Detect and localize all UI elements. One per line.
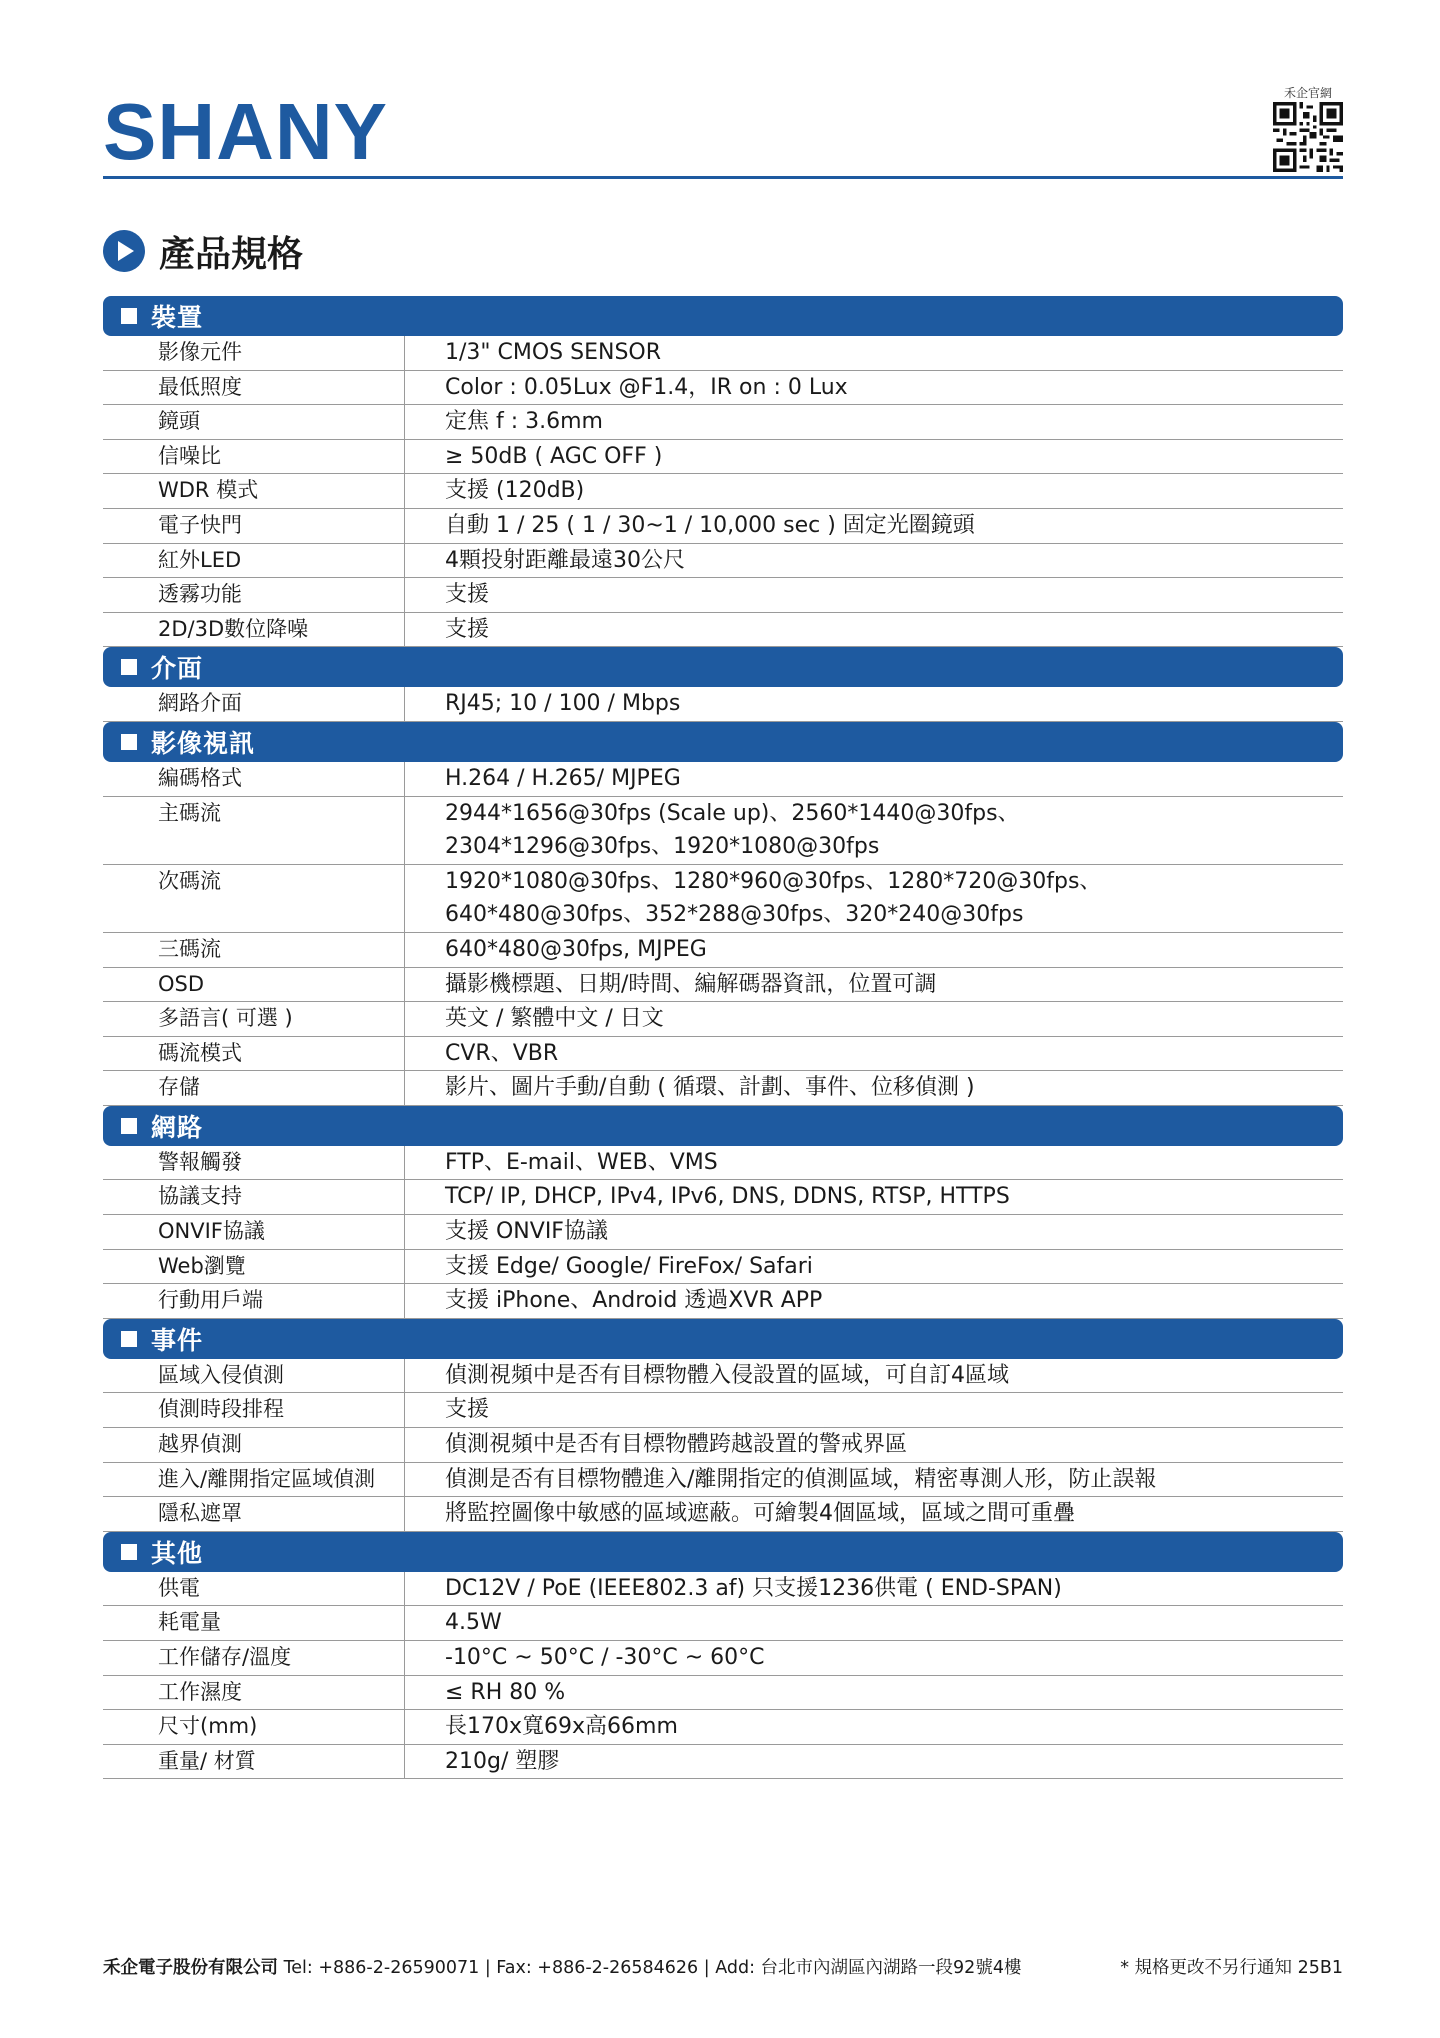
spec-row	[103, 1497, 1343, 1532]
spec-value-line: 支援 (120dB)	[445, 478, 585, 504]
spec-value	[405, 1745, 559, 1779]
section-title: 其他	[151, 1538, 204, 1568]
spec-label: WDR 模式	[103, 474, 405, 508]
spec-value-line: 定焦 f : 3.6mm	[445, 409, 603, 435]
spec-value	[405, 1359, 1009, 1393]
spec-row	[103, 1745, 1343, 1780]
spec-value	[405, 1037, 558, 1071]
spec-value-line: 影片、圖片手動/自動 ( 循環、計劃、事件、位移偵測 )	[445, 1075, 975, 1101]
spec-value	[405, 544, 685, 578]
spec-value-line: 偵測視頻中是否有目標物體入侵設置的區域，可自訂4區域	[445, 1362, 1009, 1388]
square-bullet-icon	[121, 1331, 137, 1347]
square-bullet-icon	[121, 734, 137, 750]
spec-value-line: 將監控圖像中敏感的區域遮蔽。可繪製4個區域，區域之間可重疊	[445, 1501, 1075, 1527]
spec-row	[103, 933, 1343, 968]
spec-row	[103, 509, 1343, 544]
spec-label: 工作濕度	[103, 1676, 405, 1710]
section-header	[103, 1106, 1343, 1146]
spec-row	[103, 336, 1343, 371]
spec-value	[405, 1215, 608, 1249]
spec-value	[405, 578, 489, 612]
spec-label: 次碼流	[103, 865, 405, 932]
spec-row	[103, 440, 1343, 475]
footer-contact-details: Tel: +886-2-26590071 | Fax: +886-2-26584626 | Add: 台北市內湖區內湖路一段92號4樓	[278, 1958, 1022, 1978]
spec-label: 工作儲存/溫度	[103, 1641, 405, 1675]
spec-label: 進入/離開指定區域偵測	[103, 1463, 405, 1497]
spec-row	[103, 762, 1343, 797]
square-bullet-icon	[121, 1118, 137, 1134]
spec-value	[405, 933, 707, 967]
spec-value-line: 支援 ONVIF協議	[445, 1219, 608, 1245]
footer-contact	[103, 1954, 1021, 1979]
spec-value	[405, 968, 936, 1002]
section-title: 網路	[151, 1112, 204, 1142]
spec-row	[103, 578, 1343, 613]
spec-value-line: 攝影機標題、日期/時間、編解碼器資訊，位置可調	[445, 971, 937, 997]
spec-row	[103, 405, 1343, 440]
spec-value-line: ≥ 50dB ( AGC OFF )	[445, 443, 663, 469]
spec-value-line: H.264 / H.265/ MJPEG	[445, 765, 681, 791]
spec-value	[405, 865, 1101, 932]
spec-value-line: FTP、E-mail、WEB、VMS	[445, 1149, 718, 1175]
play-circle-icon	[103, 230, 145, 272]
square-bullet-icon	[121, 1544, 137, 1560]
spec-row	[103, 1572, 1343, 1607]
square-bullet-icon	[121, 659, 137, 675]
spec-value	[405, 336, 661, 370]
spec-label: ONVIF協議	[103, 1215, 405, 1249]
section-header	[103, 1319, 1343, 1359]
spec-row	[103, 865, 1343, 933]
spec-value	[405, 1710, 678, 1744]
spec-value-line: TCP/ IP, DHCP, IPv4, IPv6, DNS, DDNS, RTSP, HTTPS	[445, 1184, 1010, 1210]
spec-value	[405, 613, 489, 647]
qr-caption: 禾企官網	[1283, 86, 1332, 100]
spec-value-line: 偵測視頻中是否有目標物體跨越設置的警戒界區	[445, 1432, 908, 1458]
spec-row	[103, 797, 1343, 865]
spec-row	[103, 1037, 1343, 1072]
spec-label: 警報觸發	[103, 1146, 405, 1180]
footer	[103, 1954, 1343, 1979]
spec-value	[405, 1250, 813, 1284]
spec-value	[405, 1071, 975, 1105]
spec-row	[103, 1641, 1343, 1676]
spec-value-line: CVR、VBR	[445, 1040, 559, 1066]
spec-value	[405, 762, 681, 796]
spec-value-line: 2304*1296@30fps、1920*1080@30fps	[445, 834, 880, 860]
section-header	[103, 1532, 1343, 1572]
spec-value	[405, 1676, 565, 1710]
footer-note: * 規格更改不另行通知 25B1	[1120, 1958, 1343, 1978]
spec-value-line: 2944*1656@30fps (Scale up)、2560*1440@30fps、	[445, 800, 1020, 826]
spec-label: 編碼格式	[103, 762, 405, 796]
spec-value-line: RJ45; 10 / 100 / Mbps	[445, 691, 681, 717]
spec-value	[405, 405, 603, 439]
spec-row	[103, 1710, 1343, 1745]
spec-label: 尺寸(mm)	[103, 1710, 405, 1744]
spec-label: 供電	[103, 1572, 405, 1606]
spec-value-line: 1920*1080@30fps、1280*960@30fps、1280*720@30fps、	[445, 868, 1102, 894]
section-title: 事件	[151, 1325, 204, 1355]
spec-value	[405, 687, 680, 721]
spec-label: 三碼流	[103, 933, 405, 967]
spec-label: 協議支持	[103, 1180, 405, 1214]
spec-value-line: 支援 Edge/ Google/ FireFox/ Safari	[445, 1253, 813, 1279]
brand-logo: SHANY	[103, 87, 389, 176]
spec-value	[405, 371, 848, 405]
spec-row	[103, 687, 1343, 722]
spec-row	[103, 371, 1343, 406]
spec-row	[103, 1606, 1343, 1641]
spec-row	[103, 1284, 1343, 1319]
spec-row	[103, 1002, 1343, 1037]
spec-label: 鏡頭	[103, 405, 405, 439]
qr-code-icon[interactable]	[1273, 102, 1343, 172]
spec-row	[103, 1676, 1343, 1711]
spec-value-line: -10°C ~ 50°C / -30°C ~ 60°C	[445, 1645, 765, 1670]
spec-table	[103, 296, 1343, 1779]
spec-row	[103, 1393, 1343, 1428]
spec-label: 2D/3D數位降噪	[103, 613, 405, 647]
spec-value	[405, 1463, 1156, 1497]
spec-value-line: 支援	[445, 1397, 490, 1423]
spec-row	[103, 1215, 1343, 1250]
spec-value-line: Color : 0.05Lux @F1.4，IR on : 0 Lux	[445, 374, 848, 400]
spec-label: 越界偵測	[103, 1428, 405, 1462]
spec-label: 碼流模式	[103, 1037, 405, 1071]
spec-value-line: 640*480@30fps, MJPEG	[445, 936, 707, 962]
spec-value	[405, 1606, 502, 1640]
spec-row	[103, 968, 1343, 1003]
spec-label: 電子快門	[103, 509, 405, 543]
spec-row	[103, 1463, 1343, 1498]
spec-value-line: 1/3" CMOS SENSOR	[445, 340, 662, 365]
spec-value	[405, 474, 584, 508]
spec-label: 區域入侵偵測	[103, 1359, 405, 1393]
section-title: 影像視訊	[151, 728, 256, 758]
section-header	[103, 296, 1343, 336]
spec-label: Web瀏覽	[103, 1250, 405, 1284]
footer-company: 禾企電子股份有限公司	[103, 1958, 278, 1978]
section-header	[103, 647, 1343, 687]
spec-value	[405, 440, 662, 474]
spec-row	[103, 1180, 1343, 1215]
section-title: 介面	[151, 654, 204, 684]
spec-value-line: 長170x寬69x高66mm	[445, 1714, 678, 1740]
spec-value-line: 4顆投射距離最遠30公尺	[445, 547, 685, 573]
spec-value-line: 640*480@30fps、352*288@30fps、320*240@30fps	[445, 902, 1024, 928]
spec-row	[103, 613, 1343, 648]
section-title: 裝置	[151, 303, 204, 332]
spec-value-line: 4.5W	[445, 1610, 502, 1636]
spec-label: 存儲	[103, 1071, 405, 1105]
spec-value-line: 支援	[445, 582, 490, 608]
spec-row	[103, 1250, 1343, 1285]
page-title: 產品規格	[159, 233, 304, 275]
spec-value	[405, 1428, 907, 1462]
spec-label: 最低照度	[103, 371, 405, 405]
spec-value	[405, 509, 975, 543]
spec-label: 偵測時段排程	[103, 1393, 405, 1427]
spec-row	[103, 1359, 1343, 1394]
spec-row	[103, 474, 1343, 509]
spec-label: 信噪比	[103, 440, 405, 474]
spec-label: 重量/ 材質	[103, 1745, 405, 1779]
spec-value	[405, 1284, 822, 1318]
spec-label: 行動用戶端	[103, 1284, 405, 1318]
spec-value	[405, 1641, 765, 1675]
spec-value-line: DC12V / PoE (IEEE802.3 af) 只支援1236供電 ( END-SPAN)	[445, 1575, 1062, 1601]
spec-value	[405, 1146, 718, 1180]
spec-value-line: 支援 iPhone、Android 透過XVR APP	[445, 1288, 823, 1314]
spec-label: 紅外LED	[103, 544, 405, 578]
spec-label: 透霧功能	[103, 578, 405, 612]
spec-value	[405, 1572, 1062, 1606]
spec-label: 主碼流	[103, 797, 405, 864]
spec-value-line: 自動 1 / 25 ( 1 / 30~1 / 10,000 sec ) 固定光圈鏡頭	[445, 512, 975, 538]
spec-value	[405, 1180, 1010, 1214]
spec-value-line: 偵測是否有目標物體進入/離開指定的偵測區域，精密專測人形，防止誤報	[445, 1466, 1157, 1492]
spec-label: OSD	[103, 968, 405, 1002]
spec-value	[405, 797, 1020, 864]
spec-value	[405, 1002, 664, 1036]
spec-value	[405, 1497, 1075, 1531]
spec-value-line: 支援	[445, 616, 490, 642]
spec-label: 影像元件	[103, 336, 405, 370]
header-divider	[103, 176, 1343, 179]
spec-label: 隱私遮罩	[103, 1497, 405, 1531]
spec-row	[103, 1071, 1343, 1106]
spec-label: 多語言( 可選 )	[103, 1002, 405, 1036]
spec-row	[103, 1146, 1343, 1181]
spec-row	[103, 1428, 1343, 1463]
spec-value-line: 英文 / 繁體中文 / 日文	[445, 1006, 664, 1032]
square-bullet-icon	[121, 308, 137, 324]
spec-label: 耗電量	[103, 1606, 405, 1640]
spec-value-line: 210g/ 塑膠	[445, 1748, 560, 1774]
spec-row	[103, 544, 1343, 579]
section-header	[103, 722, 1343, 762]
page-heading	[103, 228, 303, 274]
spec-value	[405, 1393, 489, 1427]
spec-value-line: ≤ RH 80 %	[445, 1679, 566, 1705]
spec-label: 網路介面	[103, 687, 405, 721]
